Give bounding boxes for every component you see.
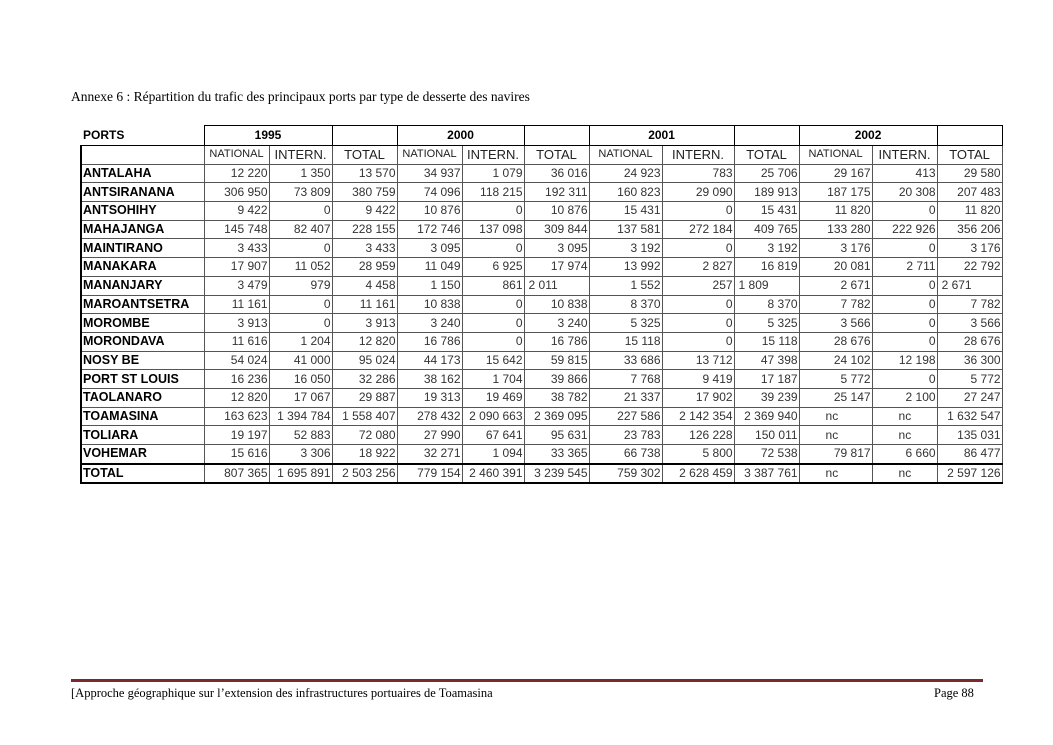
value-cell: 163 623 — [204, 407, 269, 426]
value-cell: 2 671 — [937, 276, 1002, 295]
value-cell: 2 142 354 — [662, 407, 734, 426]
year-header: 2001 — [589, 126, 734, 146]
value-cell: 15 431 — [589, 202, 662, 221]
port-name: VOHEMAR — [81, 445, 204, 464]
value-cell: 52 883 — [269, 426, 332, 445]
value-cell: 3 913 — [204, 314, 269, 333]
value-cell: 0 — [872, 295, 937, 314]
value-cell: 17 187 — [734, 370, 799, 389]
port-name: TOTAL — [81, 464, 204, 484]
value-cell: 23 783 — [589, 426, 662, 445]
port-name: MANAKARA — [81, 258, 204, 277]
value-cell: 3 433 — [332, 239, 397, 258]
value-cell: 9 422 — [332, 202, 397, 221]
value-cell: 22 792 — [937, 258, 1002, 277]
value-cell: 19 313 — [397, 388, 462, 407]
value-cell: 7 768 — [589, 370, 662, 389]
value-cell: 189 913 — [734, 183, 799, 202]
value-cell: 160 823 — [589, 183, 662, 202]
value-cell: 0 — [269, 295, 332, 314]
value-cell: 413 — [872, 164, 937, 183]
value-cell: 9 419 — [662, 370, 734, 389]
table-row — [81, 276, 1002, 295]
value-cell: 0 — [269, 314, 332, 333]
value-cell: 13 992 — [589, 258, 662, 277]
value-cell: 29 167 — [799, 164, 872, 183]
subheader-intern: INTERN. — [462, 146, 524, 165]
value-cell: 1 558 407 — [332, 407, 397, 426]
port-name: ANTSOHIHY — [81, 202, 204, 221]
year-header: 1995 — [204, 126, 332, 146]
value-cell: 36 300 — [937, 351, 1002, 370]
value-cell: 12 198 — [872, 351, 937, 370]
value-cell: 0 — [662, 332, 734, 351]
value-cell: 126 228 — [662, 426, 734, 445]
value-cell: 1 632 547 — [937, 407, 1002, 426]
value-cell: 59 815 — [524, 351, 589, 370]
value-cell: 0 — [662, 202, 734, 221]
blank-header — [937, 126, 1002, 146]
value-cell: 6 925 — [462, 258, 524, 277]
port-name: MAINTIRANO — [81, 239, 204, 258]
value-cell: 54 024 — [204, 351, 269, 370]
value-cell: 0 — [662, 239, 734, 258]
value-cell: 137 581 — [589, 220, 662, 239]
value-cell: 5 325 — [589, 314, 662, 333]
value-cell: 74 096 — [397, 183, 462, 202]
value-cell: 3 433 — [204, 239, 269, 258]
table-row — [81, 351, 1002, 370]
value-cell: 44 173 — [397, 351, 462, 370]
value-cell: 8 370 — [734, 295, 799, 314]
total-row — [81, 464, 1002, 484]
port-name: MAHAJANGA — [81, 220, 204, 239]
value-cell: 356 206 — [937, 220, 1002, 239]
value-cell: 11 820 — [799, 202, 872, 221]
table-row — [81, 407, 1002, 426]
value-cell: 309 844 — [524, 220, 589, 239]
subheader-row — [81, 146, 1002, 165]
value-cell: 28 676 — [799, 332, 872, 351]
value-cell: 979 — [269, 276, 332, 295]
value-cell: nc — [872, 464, 937, 484]
value-cell: 0 — [662, 314, 734, 333]
value-cell: 95 631 — [524, 426, 589, 445]
table-row — [81, 388, 1002, 407]
value-cell: 5 325 — [734, 314, 799, 333]
value-cell: nc — [872, 426, 937, 445]
port-name: ANTALAHA — [81, 164, 204, 183]
value-cell: 3 192 — [589, 239, 662, 258]
value-cell: 759 302 — [589, 464, 662, 484]
value-cell: 27 247 — [937, 388, 1002, 407]
value-cell: 2 369 095 — [524, 407, 589, 426]
value-cell: 25 706 — [734, 164, 799, 183]
value-cell: 15 616 — [204, 445, 269, 464]
value-cell: 118 215 — [462, 183, 524, 202]
value-cell: 16 786 — [524, 332, 589, 351]
value-cell: 2 628 459 — [662, 464, 734, 484]
year-header: 2002 — [799, 126, 937, 146]
value-cell: 16 819 — [734, 258, 799, 277]
port-name: MANANJARY — [81, 276, 204, 295]
value-cell: 17 902 — [662, 388, 734, 407]
subheader-national: NATIONAL — [204, 146, 269, 165]
value-cell: 3 387 761 — [734, 464, 799, 484]
blank-header — [524, 126, 589, 146]
port-name: MOROMBE — [81, 314, 204, 333]
value-cell: 10 876 — [397, 202, 462, 221]
value-cell: 3 240 — [524, 314, 589, 333]
value-cell: 1 204 — [269, 332, 332, 351]
value-cell: 0 — [872, 239, 937, 258]
value-cell: 39 866 — [524, 370, 589, 389]
value-cell: 86 477 — [937, 445, 1002, 464]
value-cell: 11 616 — [204, 332, 269, 351]
value-cell: 5 772 — [799, 370, 872, 389]
value-cell: 0 — [462, 295, 524, 314]
value-cell: 17 067 — [269, 388, 332, 407]
value-cell: 17 974 — [524, 258, 589, 277]
blank-subheader — [81, 146, 204, 165]
value-cell: 29 090 — [662, 183, 734, 202]
value-cell: 9 422 — [204, 202, 269, 221]
value-cell: 39 239 — [734, 388, 799, 407]
value-cell: 20 081 — [799, 258, 872, 277]
value-cell: 33 365 — [524, 445, 589, 464]
value-cell: 11 820 — [937, 202, 1002, 221]
value-cell: 0 — [872, 314, 937, 333]
value-cell: 187 175 — [799, 183, 872, 202]
port-name: MORONDAVA — [81, 332, 204, 351]
value-cell: 2 597 126 — [937, 464, 1002, 484]
value-cell: 192 311 — [524, 183, 589, 202]
value-cell: 227 586 — [589, 407, 662, 426]
value-cell: 0 — [872, 370, 937, 389]
annex-title: Annexe 6 : Répartition du trafic des principaux ports par type de desserte des navires — [71, 89, 530, 104]
value-cell: 11 161 — [332, 295, 397, 314]
value-cell: 19 469 — [462, 388, 524, 407]
value-cell: 28 959 — [332, 258, 397, 277]
value-cell: 150 011 — [734, 426, 799, 445]
value-cell: 13 712 — [662, 351, 734, 370]
value-cell: 11 049 — [397, 258, 462, 277]
value-cell: 8 370 — [589, 295, 662, 314]
value-cell: 2 100 — [872, 388, 937, 407]
value-cell: 28 676 — [937, 332, 1002, 351]
value-cell: 228 155 — [332, 220, 397, 239]
ports-header: PORTS — [81, 126, 204, 146]
value-cell: 11 161 — [204, 295, 269, 314]
value-cell: 13 570 — [332, 164, 397, 183]
port-name: NOSY BE — [81, 351, 204, 370]
value-cell: 41 000 — [269, 351, 332, 370]
value-cell: 38 162 — [397, 370, 462, 389]
value-cell: nc — [799, 426, 872, 445]
value-cell: 34 937 — [397, 164, 462, 183]
table-row — [81, 239, 1002, 258]
value-cell: 24 102 — [799, 351, 872, 370]
value-cell: 10 876 — [524, 202, 589, 221]
value-cell: 0 — [269, 239, 332, 258]
value-cell: 20 308 — [872, 183, 937, 202]
value-cell: 15 431 — [734, 202, 799, 221]
value-cell: 29 580 — [937, 164, 1002, 183]
value-cell: 3 566 — [799, 314, 872, 333]
value-cell: 3 306 — [269, 445, 332, 464]
value-cell: 807 365 — [204, 464, 269, 484]
value-cell: 82 407 — [269, 220, 332, 239]
value-cell: 10 838 — [397, 295, 462, 314]
subheader-national: NATIONAL — [397, 146, 462, 165]
port-name: PORT ST LOUIS — [81, 370, 204, 389]
value-cell: 861 — [462, 276, 524, 295]
value-cell: 21 337 — [589, 388, 662, 407]
value-cell: 32 271 — [397, 445, 462, 464]
value-cell: 72 080 — [332, 426, 397, 445]
value-cell: 257 — [662, 276, 734, 295]
value-cell: 145 748 — [204, 220, 269, 239]
value-cell: 3 192 — [734, 239, 799, 258]
value-cell: 3 095 — [524, 239, 589, 258]
table-row — [81, 332, 1002, 351]
blank-header — [734, 126, 799, 146]
value-cell: 72 538 — [734, 445, 799, 464]
value-cell: 12 220 — [204, 164, 269, 183]
value-cell: 11 052 — [269, 258, 332, 277]
table-row — [81, 202, 1002, 221]
value-cell: 32 286 — [332, 370, 397, 389]
value-cell: 3 239 545 — [524, 464, 589, 484]
subheader-total: TOTAL — [734, 146, 799, 165]
year-header: 2000 — [397, 126, 524, 146]
value-cell: 10 838 — [524, 295, 589, 314]
table-row — [81, 164, 1002, 183]
value-cell: 18 922 — [332, 445, 397, 464]
value-cell: 17 907 — [204, 258, 269, 277]
subheader-total: TOTAL — [937, 146, 1002, 165]
value-cell: 24 923 — [589, 164, 662, 183]
value-cell: 36 016 — [524, 164, 589, 183]
subheader-intern: INTERN. — [662, 146, 734, 165]
port-name: MAROANTSETRA — [81, 295, 204, 314]
value-cell: 172 746 — [397, 220, 462, 239]
value-cell: 783 — [662, 164, 734, 183]
value-cell: 12 820 — [332, 332, 397, 351]
subheader-total: TOTAL — [332, 146, 397, 165]
value-cell: 95 024 — [332, 351, 397, 370]
value-cell: 0 — [872, 276, 937, 295]
table-row — [81, 445, 1002, 464]
value-cell: 79 817 — [799, 445, 872, 464]
table-row — [81, 295, 1002, 314]
table-row — [81, 258, 1002, 277]
subheader-intern: INTERN. — [269, 146, 332, 165]
page-number: Page 88 — [934, 686, 974, 700]
value-cell: 3 479 — [204, 276, 269, 295]
value-cell: 1 704 — [462, 370, 524, 389]
value-cell: 1 394 784 — [269, 407, 332, 426]
value-cell: 135 031 — [937, 426, 1002, 445]
value-cell: 0 — [872, 202, 937, 221]
value-cell: 4 458 — [332, 276, 397, 295]
table-row — [81, 220, 1002, 239]
subheader-total: TOTAL — [524, 146, 589, 165]
value-cell: 7 782 — [937, 295, 1002, 314]
footer-rule — [71, 679, 983, 682]
subheader-national: NATIONAL — [589, 146, 662, 165]
value-cell: 2 503 256 — [332, 464, 397, 484]
port-name: TOLIARA — [81, 426, 204, 445]
value-cell: 278 432 — [397, 407, 462, 426]
value-cell: 3 176 — [937, 239, 1002, 258]
value-cell: 29 887 — [332, 388, 397, 407]
value-cell: 1 079 — [462, 164, 524, 183]
port-name: ANTSIRANANA — [81, 183, 204, 202]
value-cell: nc — [799, 407, 872, 426]
value-cell: 16 050 — [269, 370, 332, 389]
value-cell: 306 950 — [204, 183, 269, 202]
value-cell: 73 809 — [269, 183, 332, 202]
value-cell: nc — [799, 464, 872, 484]
year-header-row — [81, 126, 1002, 146]
value-cell: 0 — [462, 332, 524, 351]
value-cell: 25 147 — [799, 388, 872, 407]
value-cell: 272 184 — [662, 220, 734, 239]
value-cell: 1 552 — [589, 276, 662, 295]
value-cell: 409 765 — [734, 220, 799, 239]
value-cell: 15 118 — [589, 332, 662, 351]
value-cell: 2 711 — [872, 258, 937, 277]
value-cell: 6 660 — [872, 445, 937, 464]
port-name: TOAMASINA — [81, 407, 204, 426]
value-cell: 16 786 — [397, 332, 462, 351]
value-cell: 1 150 — [397, 276, 462, 295]
value-cell: 1 695 891 — [269, 464, 332, 484]
value-cell: 2 090 663 — [462, 407, 524, 426]
value-cell: 16 236 — [204, 370, 269, 389]
value-cell: 12 820 — [204, 388, 269, 407]
value-cell: 137 098 — [462, 220, 524, 239]
table-row — [81, 426, 1002, 445]
value-cell: 19 197 — [204, 426, 269, 445]
port-traffic-table — [80, 125, 1003, 484]
value-cell: 5 772 — [937, 370, 1002, 389]
value-cell: 47 398 — [734, 351, 799, 370]
value-cell: 67 641 — [462, 426, 524, 445]
value-cell: 380 759 — [332, 183, 397, 202]
table-row — [81, 314, 1002, 333]
value-cell: 15 642 — [462, 351, 524, 370]
value-cell: 3 176 — [799, 239, 872, 258]
value-cell: 0 — [269, 202, 332, 221]
value-cell: 779 154 — [397, 464, 462, 484]
subheader-intern: INTERN. — [872, 146, 937, 165]
value-cell: 207 483 — [937, 183, 1002, 202]
value-cell: 3 566 — [937, 314, 1002, 333]
value-cell: 66 738 — [589, 445, 662, 464]
footer-text: [Approche géographique sur l’extension des infrastructures portuaires de Toamasina — [71, 686, 493, 700]
table-row — [81, 183, 1002, 202]
value-cell: 5 800 — [662, 445, 734, 464]
value-cell: 33 686 — [589, 351, 662, 370]
value-cell: 133 280 — [799, 220, 872, 239]
value-cell: nc — [872, 407, 937, 426]
value-cell: 0 — [462, 314, 524, 333]
value-cell: 7 782 — [799, 295, 872, 314]
value-cell: 2 827 — [662, 258, 734, 277]
value-cell: 0 — [462, 202, 524, 221]
value-cell: 3 913 — [332, 314, 397, 333]
value-cell: 3 240 — [397, 314, 462, 333]
value-cell: 0 — [872, 332, 937, 351]
blank-header — [332, 126, 397, 146]
value-cell: 0 — [662, 295, 734, 314]
value-cell: 222 926 — [872, 220, 937, 239]
value-cell: 2 369 940 — [734, 407, 799, 426]
value-cell: 1 809 — [734, 276, 799, 295]
value-cell: 0 — [462, 239, 524, 258]
value-cell: 2 011 — [524, 276, 589, 295]
value-cell: 3 095 — [397, 239, 462, 258]
value-cell: 1 350 — [269, 164, 332, 183]
value-cell: 38 782 — [524, 388, 589, 407]
value-cell: 27 990 — [397, 426, 462, 445]
value-cell: 2 671 — [799, 276, 872, 295]
value-cell: 15 118 — [734, 332, 799, 351]
subheader-national: NATIONAL — [799, 146, 872, 165]
port-name: TAOLANARO — [81, 388, 204, 407]
value-cell: 1 094 — [462, 445, 524, 464]
table-row — [81, 370, 1002, 389]
value-cell: 2 460 391 — [462, 464, 524, 484]
